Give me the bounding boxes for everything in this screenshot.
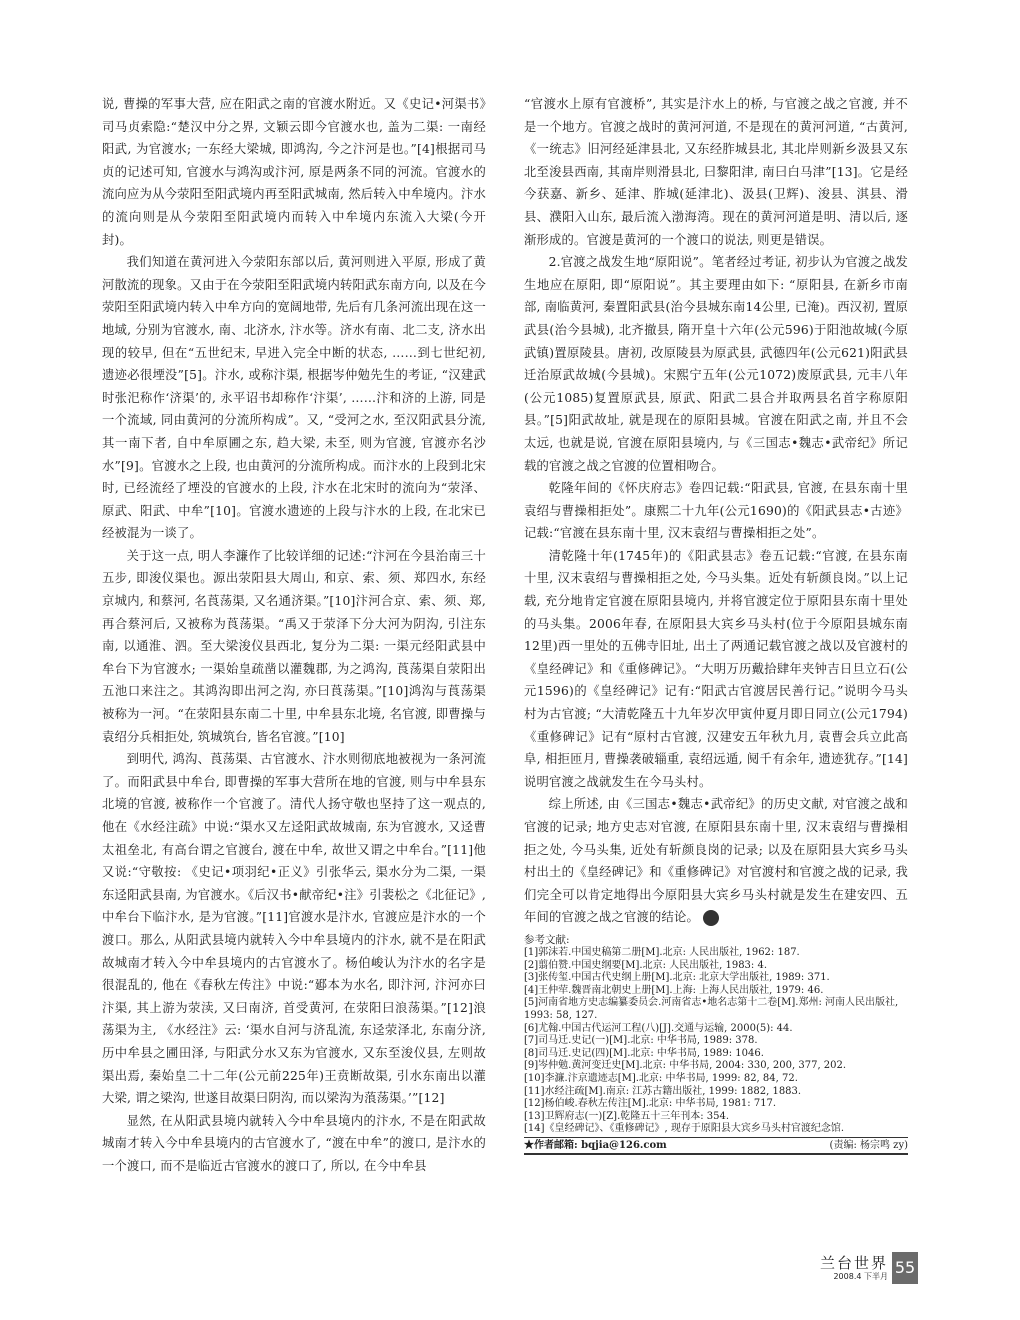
reference-item: [9]岑仲勉.黄河变迁史[M].北京: 中华书局, 2004: 330, 200, 377, 202. xyxy=(524,1060,847,1072)
body-paragraph: 显然, 在从阳武县境内就转入今中牟县境内的汴水, 不是在阳武故城南才转入今中牟县境内的古官渡水了, “渡在中牟”的渡口, 是汴水的一个渡口, 而不是临近古官渡水的渡口了, 所以, 在今中牟县 xyxy=(102,1113,486,1173)
end-mark-icon: 全 xyxy=(703,910,719,926)
body-paragraph: 乾隆年间的《怀庆府志》卷四记载:“阳武县, 官渡, 在县东南十里袁绍与曹操相拒处”。康熙二十九年(公元1690)的《阳武县志•古迹》记载:“官渡在县东南十里, 汉末袁绍与曹操相拒之处”。 xyxy=(524,481,908,541)
references xyxy=(524,933,908,1155)
reference-item: [14]《皇经碑记》、《重修碑记》, 现存于原阳县大宾乡马头村官渡纪念馆. xyxy=(524,1123,845,1135)
reference-footer xyxy=(524,1137,908,1155)
issue-info: 2008.4 下半月 xyxy=(833,1272,888,1281)
reference-item: [4]王仲荦.魏晋南北朝史上册[M].上海: 上海人民出版社, 1979: 46. xyxy=(524,984,824,996)
conclusion-text: 综上所述, 由《三国志•魏志•武帝纪》的历史文献, 对官渡之战和官渡的记录; 地方史志对官渡, 在原阳县东南十里, 汉末袁绍与曹操相拒之处, 今马头集, 近处有斩颜良岗的记录; 以及在原阳县大宾乡马头村出土的《皇经碑记》和《重修碑记》对官渡村和官渡之战的记录, 我们完全可以肯定地得出今原阳县大宾乡马头村就是发生在建安四、五年间的官渡之战之官渡的结论。 xyxy=(524,797,908,925)
reference-item: [2]翦伯赞.中国史纲要[M].北京: 人民出版社, 1983: 4. xyxy=(524,959,768,971)
reference-item: [7]司马迁.史记(一)[M].北京: 中华书局, 1989: 378. xyxy=(524,1035,758,1047)
body-paragraph: “官渡水上原有官渡桥”, 其实是汴水上的桥, 与官渡之战之官渡, 并不是一个地方。官渡之战时的黄河河道, 不是现在的黄河河道, “古黄河, 《一统志》旧河经延津县北, 又东经胙城县北, 其北岸则新乡汲县又东北至浚县西南, 其南岸则滑县北, 曰黎阳津, 南曰白马津”[13]。它是经今获嘉、新乡、延津、胙城(延津北)、汲县(卫辉)、浚县、淇县、滑县、濮阳入山东, 最后流入渤海湾。现在的黄河河道是明、清以后, 逐渐形成的。官渡是黄河的一个渡口的说法, 则更是错误。 xyxy=(524,97,908,247)
editor-credit: (责编: 杨宗鸣 zy) xyxy=(829,1139,908,1151)
reference-item: [13]卫辉府志(一)[Z].乾隆五十三年刊本: 354. xyxy=(524,1110,730,1122)
reference-item: [5]河南省地方史志编纂委员会.河南省志•地名志第十二卷[M].郑州: 河南人民出版社, 1993: 58, 127. xyxy=(524,997,899,1021)
reference-item: [1]郭沫若.中国史稿第二册[M].北京: 人民出版社, 1962: 187. xyxy=(524,946,800,958)
reference-item: [12]杨伯峻.春秋左传注[M].北京: 中华书局, 1981: 717. xyxy=(524,1098,777,1110)
right-column xyxy=(524,93,908,1155)
references-title: 参考文献: xyxy=(524,933,570,946)
journal-name: 兰台世界 xyxy=(819,1254,888,1272)
left-column xyxy=(102,93,486,1178)
reference-item: [8]司马迁.史记(四)[M].北京: 中华书局, 1989: 1046. xyxy=(524,1047,764,1059)
reference-item: [6]尤翰.中国古代运河工程(八)[J].交通与运输, 2000(5): 44. xyxy=(524,1022,793,1034)
body-paragraph: 关于这一点, 明人李濂作了比较详细的记述:“汴河在今县治南三十五步, 即浚仪渠也。源出荥阳县大周山, 和京、索、须、郑四水, 东经京城内, 和蔡河, 名莨荡渠, 又名通济渠。”[10]汴河合京、索、须、郑, 再合蔡河后, 又被称为莨荡渠。“禹又于荥泽下分大河为阴沟, 引注东南, 以通淮、泗。至大梁浚仪县西北, 复分为二渠: 一渠元经阳武县中牟台下为官渡水; 一渠始皇疏凿以灌魏郡, 为之鸿沟, 莨荡渠自荥阳出五池口来注之。其鸿沟即出河之沟, 亦曰莨荡渠。”[10]鸿沟与莨荡渠被称为一河。“在荥阳县东南二十里, 中牟县东北境, 名官渡, 即曹操与袁绍分兵相拒处, 筑城筑台, 皆名官渡。”[10] xyxy=(102,548,486,744)
author-email: ★作者邮箱: bqjia@126.com xyxy=(524,1139,667,1151)
body-paragraph: 清乾隆十年(1745年)的《阳武县志》卷五记载:“官渡, 在县东南十里, 汉末袁绍与曹操相拒之处, 今马头集。近处有斩颜良岗。”以上记载, 充分地肯定官渡在原阳县境内, 并将官渡定位于原阳县东南十里处的马头集。2006年春, 在原阳县大宾乡马头村(位于今原阳县城东南12里)西一里处的五佛寺旧址, 出土了两通记载官渡之战以及官渡村的《皇经碑记》和《重修碑记》。“大明万历戴拾肆年夹钟吉日旦立石(公元1596)的《皇经碑记》记有:“阳武古官渡居民善行记。”说明今马头村为古官渡; “大清乾隆五十九年岁次甲寅仲夏月即日同立(公元1794)《重修碑记》记有“原村古官渡, 汉建安五年秋九月, 袁曹会兵立此高阜, 相拒匝月, 曹操袭破辎重, 袁绍远遁, 阋千有余年, 遗迹犹存。”[14]说明官渡之战就发生在今马头村。 xyxy=(524,548,908,789)
conclusion-paragraph xyxy=(524,793,908,929)
page-footer xyxy=(808,1252,918,1290)
body-paragraph: 2.官渡之战发生地“原阳说”。笔者经过考证, 初步认为官渡之战发生地应在原阳, 即“原阳说”。其主要理由如下: “原阳县, 在新乡市南部, 南临黄河, 秦置阳武县(治今县城东南14公里, 已淹)。西汉初, 置原武县(治今县城), 北齐撤县, 隋开皇十六年(公元596)于阳池故城(今原武镇)置原陵县。唐初, 改原陵县为原武县, 武德四年(公元621)阳武县迁治原武故城(今县城)。宋熙宁五年(公元1072)废原武县, 元丰八年(公元1085)复置原武县, 原武、阳武二县合并取两县名首字称原阳县。”[5]阳武故址, 就是现在的原阳县城。官渡在阳武之南, 并且不会太远, 也就是说, 官渡在原阳县境内, 与《三国志•魏志•武帝纪》所记载的官渡之战之官渡的位置相吻合。 xyxy=(524,255,908,473)
reference-item: [3]张传玺.中国古代史纲上册[M].北京: 北京大学出版社, 1989: 371. xyxy=(524,972,830,984)
page-number: 55 xyxy=(892,1252,918,1284)
body-paragraph: 到明代, 鸿沟、莨荡渠、古官渡水、汴水则彻底地被视为一条河流了。而阳武县中牟台, 即曹操的军事大营所在地的官渡, 则与中牟县东北境的官渡, 被称作一个官渡了。清代人扬守敬也坚持了这一观点的, 他在《水经注疏》中说:“渠水又左迳阳武故城南, 东为官渡水, 又迳曹太祖垒北, 有高台谓之官渡台, 渡在中牟, 故世又谓之中牟台。”[11]他又说:“守敬按: 《史记•项羽纪•正义》引张华云, 渠水分为二渠, 一渠东迳阳武县南, 为官渡水。《后汉书•献帝纪•注》引裴松之《北征记》, 中牟台下临汴水, 是为官渡。”[11]官渡水是汴水, 官渡应是汴水的一个渡口。那么, 从阳武县境内就转入今中牟县境内的汴水, 就不是在阳武故城南才转入今中牟县境内的古官渡水了。杨伯峻认为汴水的名字是很混乱的, 他在《春秋左传注》中说:“郔本为水名, 即汴河, 汴河亦曰汴渠, 其上游为荥渎, 又曰南济, 首受黄河, 在荥阳曰浪荡渠。”[12]浪荡渠为主, 《水经注》云: ‘渠水自河与济乱流, 东迳荥泽北, 东南分济, 历中牟县之圃田泽, 与阳武分水又东为官渡水, 又东至浚仪县, 左则故渠出焉, 秦始皇二十二年(公元前225年)王贲断故渠, 引水东南出以灌大梁, 谓之梁沟, 世遂目故渠曰阴沟, 而以梁沟为蒗荡渠。’”[12] xyxy=(102,752,486,1106)
reference-item: [11]水经注疏[M].南京: 江苏古籍出版社, 1999: 1882, 1883. xyxy=(524,1085,802,1097)
reference-item: [10]李濂.汴京遗迹志[M].北京: 中华书局, 1999: 82, 84, 72. xyxy=(524,1072,798,1084)
body-paragraph: 我们知道在黄河进入今荥阳东部以后, 黄河则进入平原, 形成了黄河散流的现象。又由于在今荥阳至阳武境内转阳武东南方向, 以及在今荥阳至阳武境内转入中牟方向的宽阔地带, 先后有几条河流出现在这一地域, 分别为官渡水, 南、北济水, 汴水等。济水有南、北二支, 济水出现的较早, 但在“五世纪末, 早进入完全中断的状态, ……到七世纪初, 遗迹必很堙没”[5]。汴水, 或称汴渠, 根据岑仲勉先生的考证, “汉建武时张汜称作‘济渠’的, 永平诏书却称作‘汴渠’, ……汴和济的上游, 同是一个流域, 同由黄河的分流所构成”。又, “受河之水, 至汉阳武县分流, 其一南下者, 自中牟原圃之东, 趋大梁, 未至, 则为官渡, 官渡亦名沙水”[9]。官渡水之上段, 也由黄河的分流所构成。而汴水的上段到北宋时, 已经流经了堙没的官渡水的上段, 汴水在北宋时的流向为“荥泽、原武、阳武、中牟”[10]。官渡水遗迹的上段与汴水的上段, 在北宋已经被混为一谈了。 xyxy=(102,255,486,541)
body-paragraph: 说, 曹操的军事大营, 应在阳武之南的官渡水附近。又《史记•河渠书》司马贞索隐:“楚汉中分之界, 文颖云即今官渡水也, 盖为二渠: 一南经阳武, 为官渡水; 一东经大梁城, 即鸿沟, 今之汴河是也。”[4]根据司马贞的记述可知, 官渡水与鸿沟或汴河, 原是两条不同的河流。官渡水的流向应为从今荥阳至阳武境内再至阳武城南, 然后转入中牟境内。汴水的流向则是从今荥阳至阳武境内而转入中牟境内东流入大梁(今开封)。 xyxy=(102,97,486,247)
